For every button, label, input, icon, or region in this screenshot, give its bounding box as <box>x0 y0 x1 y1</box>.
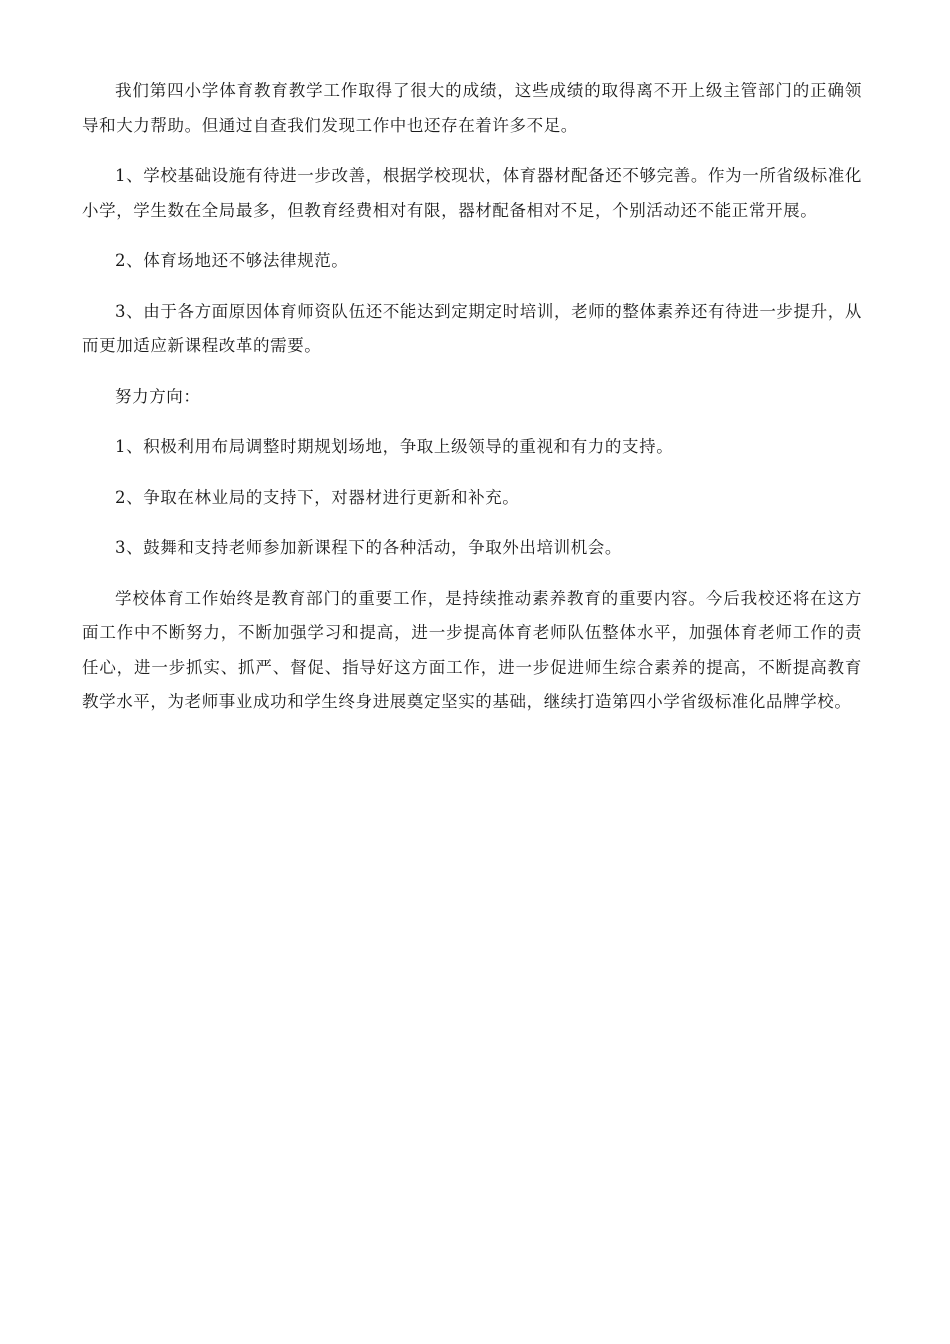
intro-paragraph: 我们第四小学体育教育教学工作取得了很大的成绩，这些成绩的取得离不开上级主管部门的正确领导和大力帮助。但通过自查我们发现工作中也还存在着许多不足。 <box>82 81 862 135</box>
direction-item-3: 3、鼓舞和支持老师参加新课程下的各种活动，争取外出培训机会。 <box>115 538 622 557</box>
direction-item-1: 1、积极利用布局调整时期规划场地，争取上级领导的重视和有力的支持。 <box>115 437 674 456</box>
direction-heading: 努力方向： <box>115 386 201 406</box>
direction-item-2: 2、争取在林业局的支持下，对器材进行更新和补充。 <box>115 487 520 507</box>
issue-item-3: 3、由于各方面原因体育师资队伍还不能达到定期定时培训，老师的整体素养还有待进一步提升，从而更加适应新课程改革的需要。 <box>82 301 862 355</box>
document-body <box>82 74 862 736</box>
issue-item-2: 2、体育场地还不够法律规范。 <box>115 251 349 270</box>
conclusion-paragraph: 学校体育工作始终是教育部门的重要工作，是持续推动素养教育的重要内容。今后我校还将在这方面工作中不断努力，不断加强学习和提高，进一步提高体育老师队伍整体水平，加强体育老师工作的责任心，进一步抓实、抓严、督促、指导好这方面工作，进一步促进师生综合素养的提高，不断提高教育教学水平，为老师事业成功和学生终身进展奠定坚实的基础，继续打造第四小学省级标准化品牌学校。 <box>82 588 862 711</box>
issue-item-1: 1、学校基础设施有待进一步改善，根据学校现状，体育器材配备还不够完善。作为一所省级标准化小学，学生数在全局最多，但教育经费相对有限，器材配备相对不足，个别活动还不能正常开展。 <box>82 166 862 220</box>
